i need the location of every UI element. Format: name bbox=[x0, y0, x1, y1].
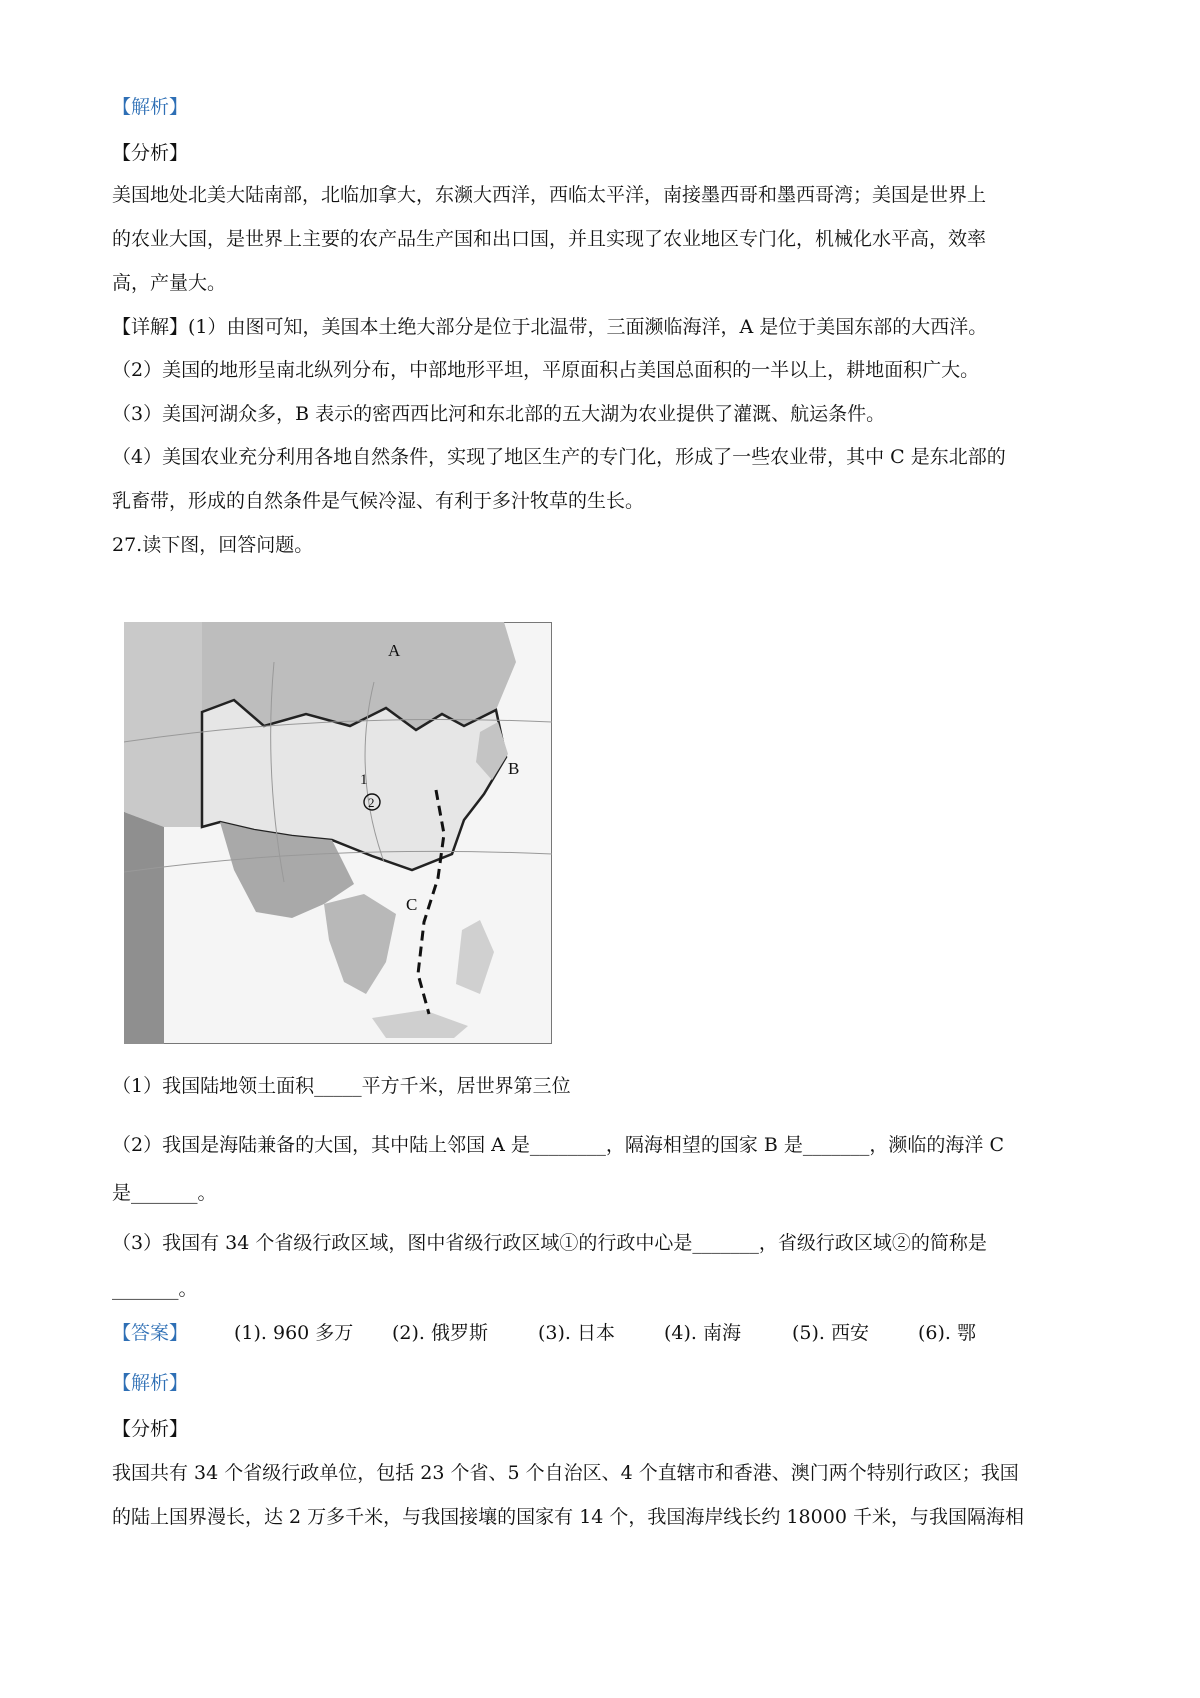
answer-item: (4). 南海 bbox=[664, 1322, 741, 1344]
answer-item: (6). 鄂 bbox=[918, 1322, 976, 1344]
fenxi-heading: 【分析】 bbox=[112, 142, 189, 164]
map-label-c: C bbox=[406, 895, 418, 914]
question-title: 27.读下图，回答问题。 bbox=[112, 534, 314, 556]
answer-label: 【答案】 bbox=[112, 1322, 189, 1344]
question-1: （1）我国陆地领土面积_____平方千米，居世界第三位 bbox=[112, 1075, 571, 1097]
answer-item: (1). 960 多万 bbox=[234, 1322, 354, 1344]
answer-item: (5). 西安 bbox=[792, 1322, 869, 1344]
map-label-a: A bbox=[388, 641, 401, 660]
map-label-2: 2 bbox=[368, 795, 375, 810]
map-label-b: B bbox=[508, 759, 520, 778]
detail-line: （2）美国的地形呈南北纵列分布，中部地形平坦，平原面积占美国总面积的一半以上，耕地面积广大。 bbox=[112, 359, 980, 381]
map-label-1: 1 bbox=[360, 772, 368, 788]
question-3: （3）我国有 34 个省级行政区域，图中省级行政区域①的行政中心是_______，省级行政区域②的简称是 bbox=[112, 1232, 987, 1254]
analysis-line: 的陆上国界漫长，达 2 万多千米，与我国接壤的国家有 14 个，我国海岸线长约 18000 千米，与我国隔海相 bbox=[112, 1506, 1024, 1528]
answer-item: (2). 俄罗斯 bbox=[392, 1322, 488, 1344]
detail-line: 乳畜带，形成的自然条件是气候冷湿、有利于多汁牧草的生长。 bbox=[112, 490, 645, 512]
detail-line: （3）美国河湖众多，B 表示的密西西比河和东北部的五大湖为农业提供了灌溉、航运条件。 bbox=[112, 403, 886, 425]
fenxi-heading: 【分析】 bbox=[112, 1418, 189, 1440]
china-region-map bbox=[124, 622, 552, 1044]
analysis-line: 美国地处北美大陆南部，北临加拿大，东濒大西洋，西临太平洋，南接墨西哥和墨西哥湾；美国是世界上 bbox=[112, 184, 987, 206]
jiexi-heading: 【解析】 bbox=[112, 96, 189, 118]
answer-item: (3). 日本 bbox=[538, 1322, 615, 1344]
detail-line: 【详解】(1）由图可知，美国本土绝大部分是位于北温带，三面濒临海洋，A 是位于美国东部的大西洋。 bbox=[112, 316, 988, 338]
detail-line: （4）美国农业充分利用各地自然条件，实现了地区生产的专门化，形成了一些农业带，其中 C 是东北部的 bbox=[112, 446, 1006, 468]
question-2: （2）我国是海陆兼备的大国，其中陆上邻国 A 是________，隔海相望的国家 B 是_______，濒临的海洋 C bbox=[112, 1134, 1005, 1156]
analysis-line: 高，产量大。 bbox=[112, 272, 227, 294]
analysis-line: 的农业大国，是世界上主要的农产品生产国和出口国，并且实现了农业地区专门化，机械化水平高，效率 bbox=[112, 228, 987, 250]
analysis-line: 我国共有 34 个省级行政单位，包括 23 个省、5 个自治区、4 个直辖市和香港、澳门两个特别行政区；我国 bbox=[112, 1462, 1019, 1484]
jiexi-heading: 【解析】 bbox=[112, 1372, 189, 1394]
answer-row bbox=[112, 1320, 1012, 1346]
question-2: 是_______。 bbox=[112, 1182, 217, 1204]
question-3: _______。 bbox=[112, 1278, 198, 1300]
